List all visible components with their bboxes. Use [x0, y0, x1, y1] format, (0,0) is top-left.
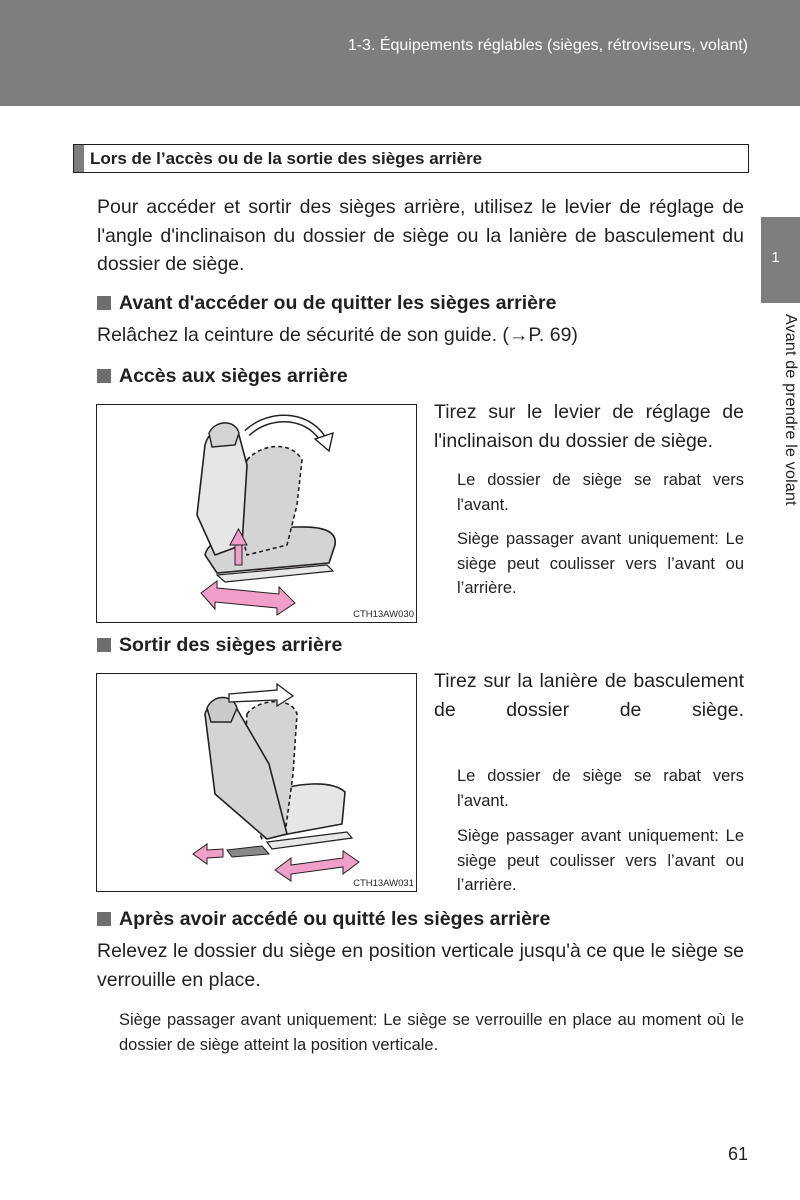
- square-bullet-icon: [97, 912, 111, 926]
- section-title: Lors de l’accès ou de la sortie des sièges arrière: [90, 149, 483, 168]
- before-access-heading: [97, 292, 556, 315]
- after-heading-text: Après avoir accédé ou quitté les sièges arrière: [119, 908, 551, 930]
- access-note-1: Le dossier de siège se rabat vers l'avant.: [457, 471, 744, 514]
- exit-note-2: Siège passager avant uniquement: Le siège peut coulisser vers l’avant ou l’arrière.: [457, 827, 744, 894]
- before-access-heading-text: Avant d'accéder ou de quitter les sièges arrière: [119, 292, 557, 314]
- before-access-text: Relâchez la ceinture de sécurité de son guide. (→P. 69): [97, 324, 578, 346]
- access-note-2: Siège passager avant uniquement: Le siège peut coulisser vers l’avant ou l’arrière.: [457, 530, 744, 597]
- after-note: Siège passager avant uniquement: Le siège se verrouille en place au moment où le dossier de siège atteint la position verticale.: [119, 1011, 744, 1054]
- seat-strap-illustration: [97, 674, 416, 891]
- exit-figure: [96, 673, 417, 892]
- square-bullet-icon: [97, 638, 111, 652]
- header-band: [0, 0, 800, 106]
- square-bullet-icon: [97, 296, 111, 310]
- after-text: Relevez le dossier du siège en position verticale jusqu'à ce que le siège se verrouille en place.: [97, 940, 744, 991]
- access-heading: [97, 365, 348, 388]
- exit-heading: [97, 634, 342, 657]
- seat-fold-illustration: [97, 405, 416, 622]
- chapter-label: Avant de prendre le volant: [782, 314, 799, 506]
- access-heading-text: Accès aux sièges arrière: [119, 365, 348, 387]
- access-figure-code: CTH13AW030: [353, 609, 414, 620]
- header-title: 1-3. Équipements réglables (sièges, rétroviseurs, volant): [347, 37, 748, 54]
- access-instruction: Tirez sur le levier de réglage de l'inclinaison du dossier de siège.: [434, 401, 744, 452]
- chapter-number: 1: [771, 249, 780, 266]
- page-number: 61: [728, 1144, 749, 1164]
- square-bullet-icon: [97, 369, 111, 383]
- exit-note-1: Le dossier de siège se rabat vers l'avant.: [457, 767, 744, 810]
- after-heading: [97, 908, 550, 931]
- section-title-bar: [74, 145, 84, 172]
- section-title-box: [73, 144, 749, 173]
- section-intro: Pour accéder et sortir des sièges arrière, utilisez le levier de réglage de l'angle d'inclinaison du dossier de siège ou la lanière de basculement du dossier de siège.: [97, 196, 744, 275]
- access-figure: [96, 404, 417, 623]
- exit-instruction: Tirez sur la lanière de basculement de dossier de siège.: [434, 670, 744, 721]
- exit-figure-code: CTH13AW031: [353, 878, 414, 889]
- chapter-tab[interactable]: [761, 217, 800, 303]
- exit-instruction-line: [434, 667, 744, 724]
- exit-heading-text: Sortir des sièges arrière: [119, 634, 343, 656]
